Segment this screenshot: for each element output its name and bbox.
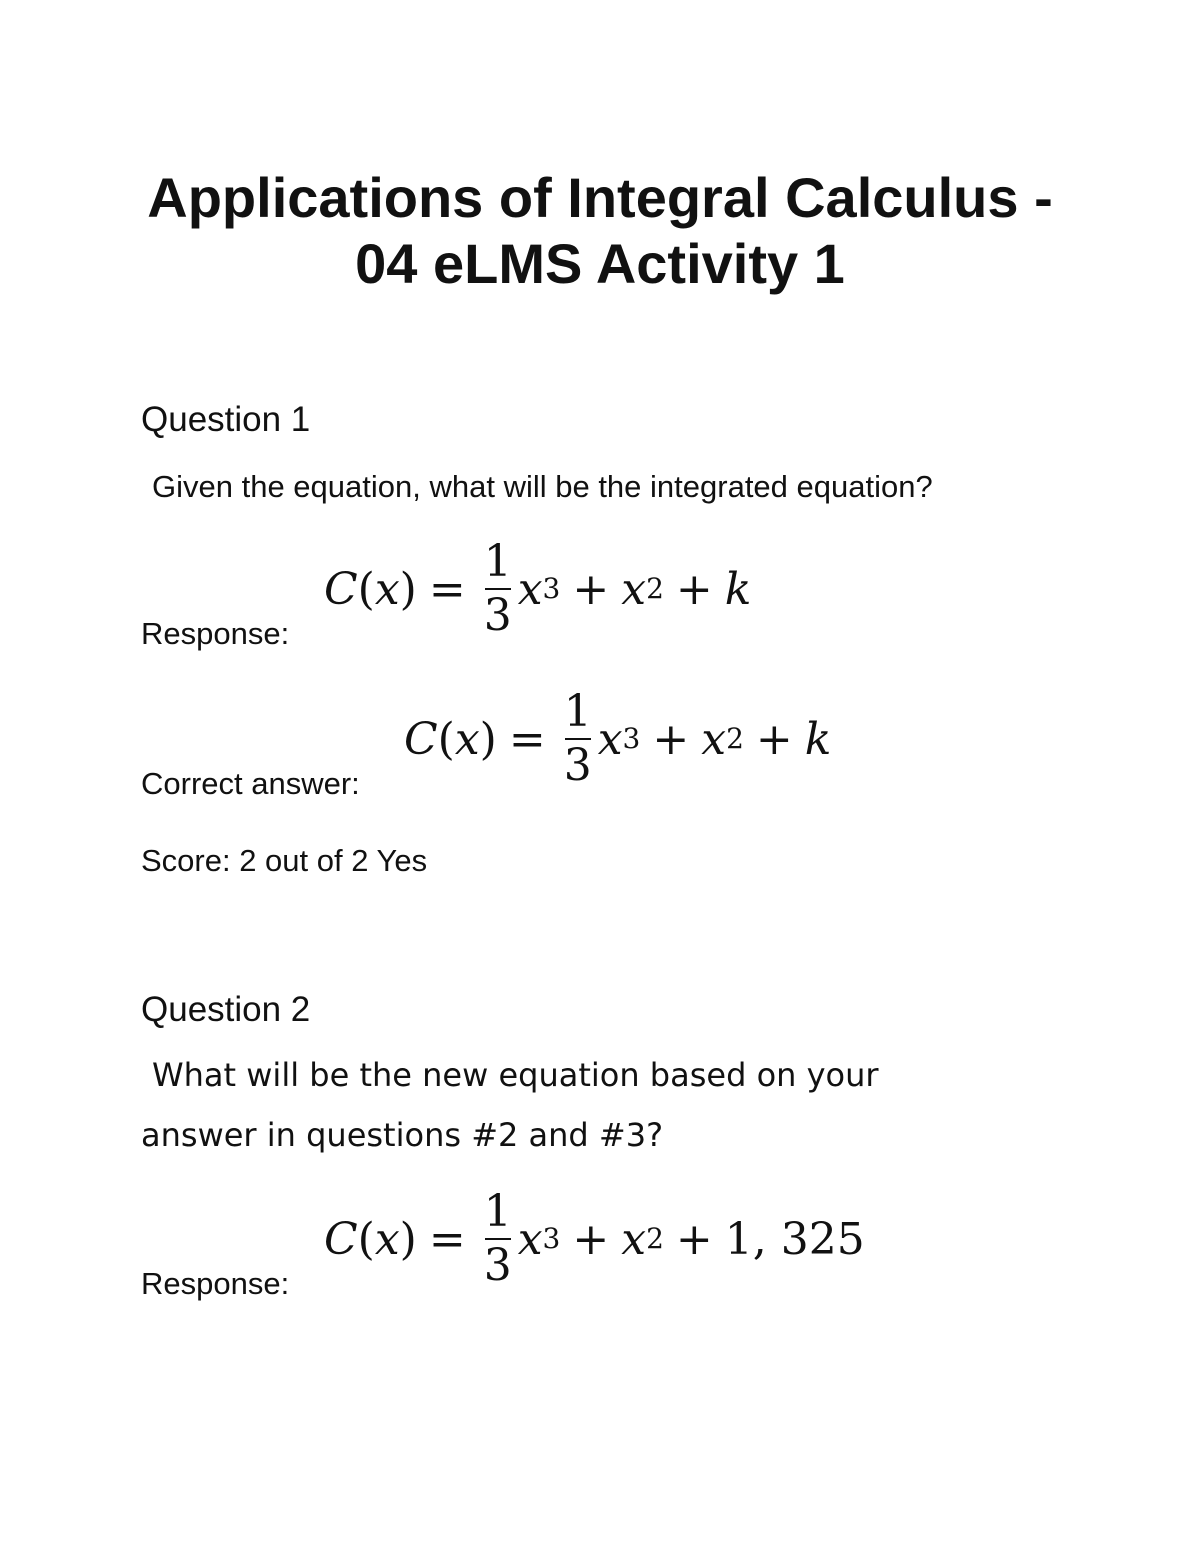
eq-func: C xyxy=(404,713,438,765)
eq-equals: = xyxy=(428,1213,466,1265)
eq-equals: = xyxy=(508,713,546,765)
eq-term2-var: x xyxy=(701,713,727,765)
question-2-response-equation: C ( x ) = $\frac{1}{3}$ x 3 + x 2 + 1, 325 xyxy=(324,1186,865,1291)
eq-plus-1: + xyxy=(572,563,610,615)
document-title xyxy=(100,165,1100,297)
eq-var: x xyxy=(454,713,480,765)
eq-frac-den: 3 xyxy=(483,590,512,641)
question-2-prompt-line-1: What will be the new equation based on your xyxy=(152,1056,879,1094)
question-1-correct-label: Correct answer: xyxy=(141,766,360,801)
question-1-response-equation: C ( x ) = $\frac{1}{3}$ x 3 + x 2 + k xyxy=(324,536,752,641)
question-1-correct-equation: C ( x ) = $\frac{1}{3}$ x 3 + x 2 + k xyxy=(404,686,832,791)
eq-plus-2: + xyxy=(675,1213,713,1265)
eq-frac-num: 1 xyxy=(483,1186,512,1237)
question-2-heading: Question 2 xyxy=(141,990,311,1029)
eq-frac-num: 1 xyxy=(483,536,512,587)
eq-term1-var: x xyxy=(517,563,543,615)
eq-term2-var: x xyxy=(621,1213,647,1265)
eq-fraction xyxy=(480,1186,516,1291)
eq-constant: 1, 325 xyxy=(724,1213,865,1265)
eq-func: C xyxy=(324,1213,358,1265)
question-1-response-label: Response: xyxy=(141,616,290,651)
question-1-prompt: Given the equation, what will be the integrated equation? xyxy=(152,469,933,504)
eq-fraction xyxy=(480,536,516,641)
question-1-score: Score: 2 out of 2 Yes xyxy=(141,843,428,878)
eq-plus-1: + xyxy=(572,1213,610,1265)
eq-term1-var: x xyxy=(597,713,623,765)
eq-term1-var: x xyxy=(517,1213,543,1265)
eq-equals: = xyxy=(428,563,466,615)
eq-plus-1: + xyxy=(652,713,690,765)
question-2-prompt-line-2: answer in questions #2 and #3? xyxy=(141,1116,664,1154)
eq-var: x xyxy=(374,563,400,615)
eq-constant: k xyxy=(724,563,752,615)
title-line-2: 04 eLMS Activity 1 xyxy=(355,232,845,295)
eq-fraction xyxy=(560,686,596,791)
eq-frac-den: 3 xyxy=(563,740,592,791)
eq-constant: k xyxy=(804,713,832,765)
question-1-heading: Question 1 xyxy=(141,400,311,439)
eq-plus-2: + xyxy=(755,713,793,765)
eq-var: x xyxy=(374,1213,400,1265)
title-line-1: Applications of Integral Calculus - xyxy=(147,166,1053,229)
eq-func: C xyxy=(324,563,358,615)
eq-term2-var: x xyxy=(621,563,647,615)
eq-frac-num: 1 xyxy=(563,686,592,737)
question-2-response-label: Response: xyxy=(141,1266,290,1301)
eq-frac-den: 3 xyxy=(483,1240,512,1291)
eq-plus-2: + xyxy=(675,563,713,615)
